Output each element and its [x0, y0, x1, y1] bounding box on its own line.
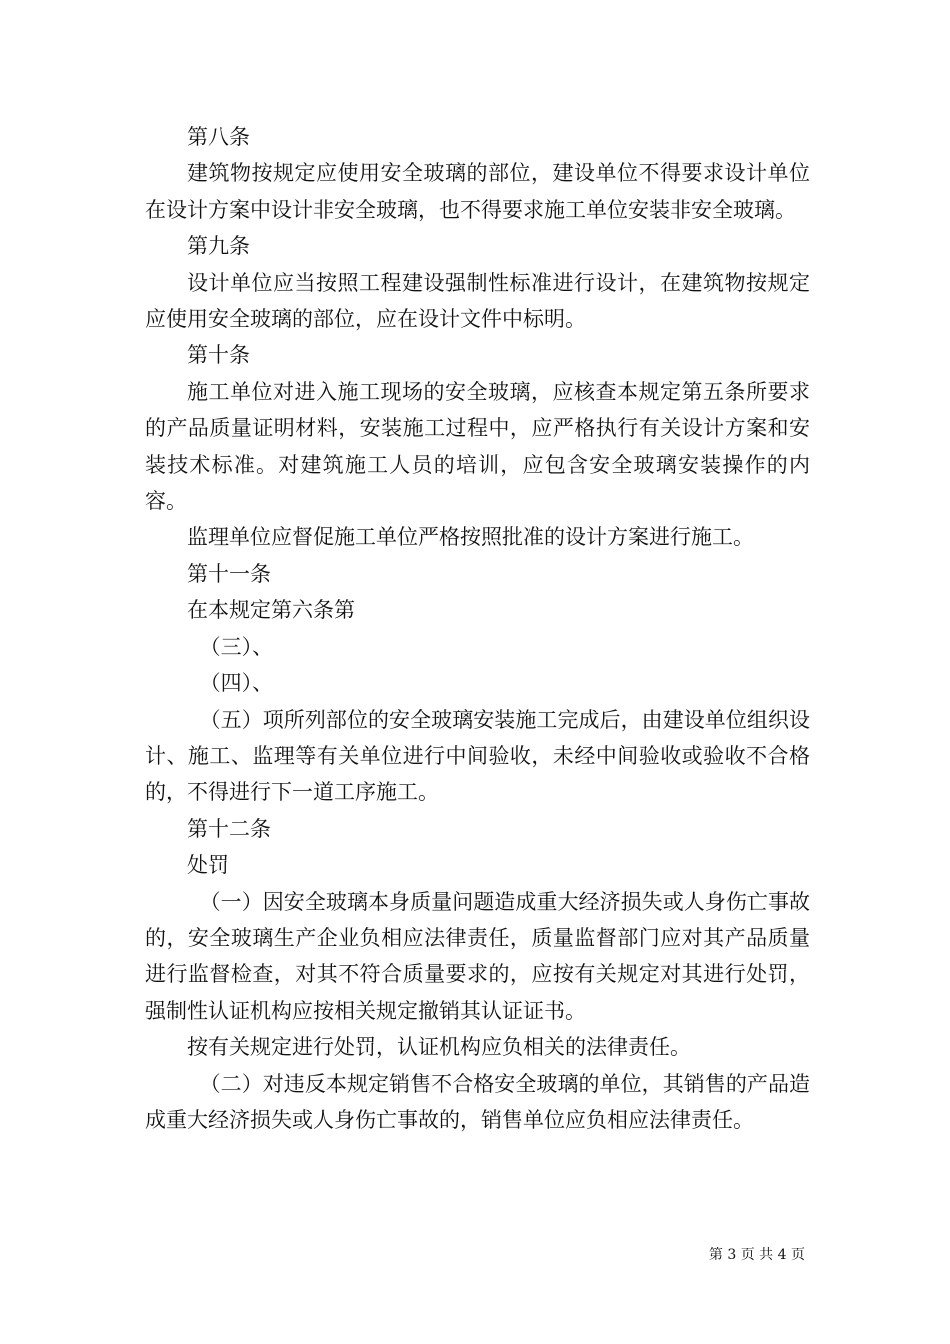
- penalty-item-2: （二）对违反本规定销售不合格安全玻璃的单位，其销售的产品造成重大经济损失或人身伤亡事故的，销售单位应负相应法律责任。: [145, 1071, 810, 1132]
- article-10-supervision-text: 监理单位应督促施工单位严格按照批准的设计方案进行施工。: [187, 525, 754, 550]
- article-9-heading: 第九条: [187, 234, 250, 259]
- article-10-heading: 第十条: [187, 343, 250, 368]
- article-11-intro: 在本规定第六条第: [187, 598, 355, 623]
- article-11-heading: 第十一条: [187, 561, 271, 586]
- article-8-text: 建筑物按规定应使用安全玻璃的部位，建设单位不得要求设计单位在设计方案中设计非安全玻璃，也不得要求施工单位安装非安全玻璃。: [145, 161, 810, 222]
- page-number-footer: 第 3 页 共 4 页: [708, 1247, 805, 1263]
- article-12-heading: 第十二条: [187, 816, 271, 841]
- document-body: [145, 119, 810, 1138]
- article-8-heading: 第八条: [187, 125, 250, 149]
- penalty-item-1: （一）因安全玻璃本身质量问题造成重大经济损失或人身伤亡事故的，安全玻璃生产企业负相应法律责任，质量监督部门应对其产品质量进行监督检查，对其不符合质量要求的，应按有关规定对其进行处罚，强制性认证机构应按相关规定撤销其认证证书。: [145, 889, 810, 1023]
- article-11-item-5: （五）项所列部位的安全玻璃安装施工完成后，由建设单位组织设计、施工、监理等有关单位进行中间验收，未经中间验收或验收不合格的，不得进行下一道工序施工。: [145, 707, 810, 805]
- article-11-item-3: （三）、: [199, 634, 274, 659]
- article-10-text: 施工单位对进入施工现场的安全玻璃，应核查本规定第五条所要求的产品质量证明材料，安装施工过程中，应严格执行有关设计方案和安装技术标准。对建筑施工人员的培训，应包含安全玻璃安装操作的内容。: [145, 379, 810, 514]
- penalty-certification-text: 按有关规定进行处罚，认证机构应负相关的法律责任。: [187, 1035, 691, 1060]
- article-11-item-4: （四）、: [199, 671, 274, 696]
- penalty-heading: 处罚: [187, 853, 229, 878]
- article-9-text: 设计单位应当按照工程建设强制性标准进行设计，在建筑物按规定应使用安全玻璃的部位，应在设计文件中标明。: [145, 270, 810, 332]
